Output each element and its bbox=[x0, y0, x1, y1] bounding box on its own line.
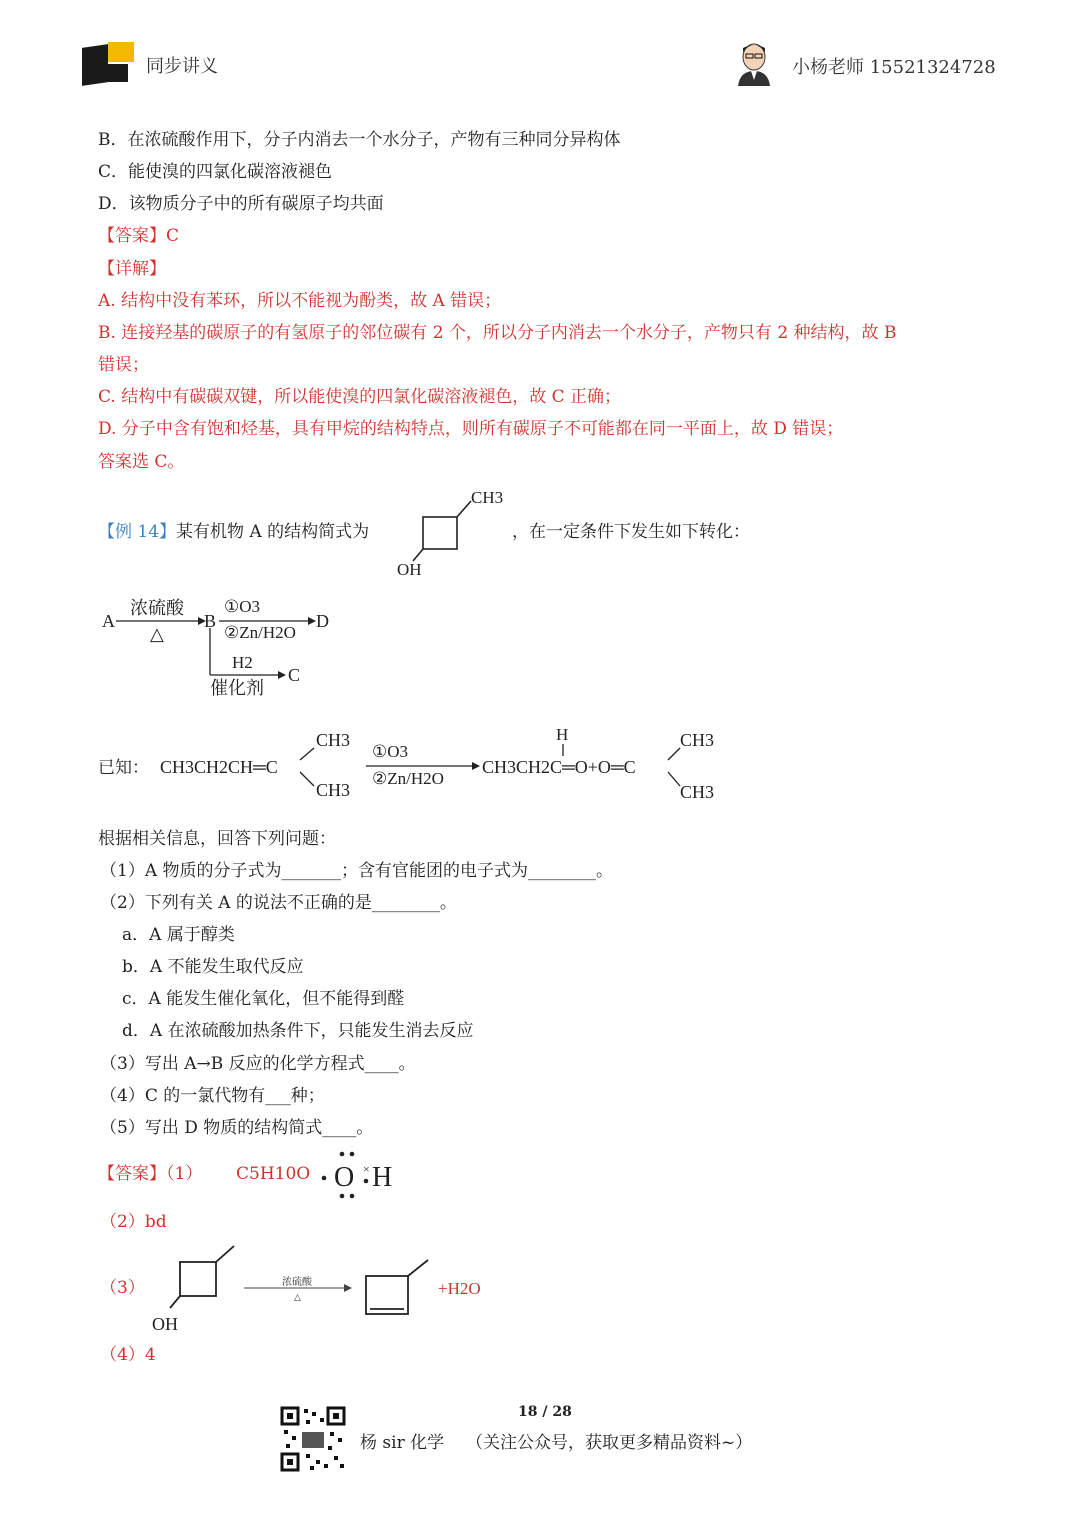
question-5: （5）写出 D 物质的结构简式____。 bbox=[100, 1118, 374, 1138]
detail-line-b: B. 连接羟基的碳原子的有氢原子的邻位碳有 2 个，所以分子内消去一个水分子，产物只有 2 种结构，故 B bbox=[98, 323, 897, 343]
question-2: （2）下列有关 A 的说法不正确的是________。 bbox=[100, 893, 457, 913]
known-product-h: H bbox=[556, 725, 569, 744]
svg-text:O: O bbox=[334, 1162, 355, 1193]
question-2-option-d: d．A 在浓硫酸加热条件下，只能发生消去反应 bbox=[122, 1021, 474, 1041]
structure-a bbox=[395, 485, 515, 580]
reaction-scheme bbox=[96, 588, 356, 700]
scheme-d: D bbox=[316, 611, 329, 631]
detail-label: 【详解】 bbox=[98, 259, 166, 279]
questions-intro: 根据相关信息，回答下列问题： bbox=[98, 829, 336, 849]
svg-text:H: H bbox=[372, 1162, 393, 1193]
example-text-after: ，在一定条件下发生如下转化： bbox=[512, 522, 750, 542]
known-label: 已知： bbox=[98, 758, 149, 777]
scheme-cond2-bottom: ②Zn/H2O bbox=[224, 623, 296, 642]
answer-label: 【答案】C bbox=[98, 226, 180, 246]
footer-note: （关注公众号，获取更多精品资料~） bbox=[466, 1433, 753, 1453]
known-cond-top: ①O3 bbox=[372, 742, 409, 761]
header-title: 同步讲义 bbox=[146, 56, 218, 77]
answer-3-equation bbox=[148, 1242, 508, 1338]
answer-3-label: （3） bbox=[100, 1278, 145, 1298]
answer-3-oh: OH bbox=[152, 1314, 178, 1334]
scheme-cond2-top: ①O3 bbox=[224, 597, 261, 616]
detail-line-c: C. 结构中有碳碳双键，所以能使溴的四氯化碳溶液褪色，故 C 正确； bbox=[98, 387, 622, 407]
example-tag: 【例 14】 bbox=[98, 522, 177, 542]
header-contact: 小杨老师 15521324728 bbox=[792, 57, 996, 78]
known-reactant: CH3CH2CH═C bbox=[160, 757, 278, 777]
header-logo bbox=[80, 42, 136, 88]
footer-page-number: 18 / 28 bbox=[518, 1404, 572, 1420]
option-c: C．能使溴的四氯化碳溶液褪色 bbox=[98, 162, 333, 182]
answer-1-label: 【答案】（1） bbox=[98, 1164, 203, 1184]
question-2-option-a: a．A 属于醇类 bbox=[122, 925, 235, 945]
question-3: （3）写出 A→B 反应的化学方程式____。 bbox=[100, 1054, 416, 1074]
detail-line-a: A. 结构中没有苯环，所以不能视为酚类，故 A 错误； bbox=[98, 291, 502, 311]
footer-brand: 杨 sir 化学 bbox=[360, 1433, 445, 1453]
question-2-option-c: c．A 能发生催化氧化，但不能得到醛 bbox=[122, 989, 405, 1009]
scheme-cond1-bottom: △ bbox=[150, 624, 164, 644]
scheme-cond1-top: 浓硫酸 bbox=[130, 598, 184, 618]
question-2-option-b: b．A 不能发生取代反应 bbox=[122, 957, 304, 977]
scheme-a: A bbox=[102, 611, 115, 631]
answer-1-formula: C5H10O bbox=[236, 1164, 311, 1184]
known-product: CH3CH2C═O+O═C bbox=[482, 757, 636, 777]
question-4: （4）C 的一氯代物有___种； bbox=[100, 1086, 325, 1106]
scheme-cond3-top: H2 bbox=[232, 653, 253, 672]
known-reaction bbox=[96, 722, 736, 814]
option-d: D．该物质分子中的所有碳原子均共面 bbox=[98, 194, 384, 214]
scheme-cond3-bottom: 催化剂 bbox=[210, 678, 264, 698]
scheme-c: C bbox=[288, 665, 301, 685]
known-reactant-ch3-top: CH3 bbox=[316, 730, 351, 750]
known-cond-bottom: ②Zn/H2O bbox=[372, 769, 444, 788]
answer-3-cond-top: 浓硫酸 bbox=[282, 1277, 312, 1288]
structure-a-oh: OH bbox=[397, 560, 422, 579]
scheme-b: B bbox=[204, 611, 217, 631]
footer-qr-code bbox=[280, 1406, 346, 1472]
known-product-ch3-top: CH3 bbox=[680, 730, 715, 750]
known-product-ch3-bottom: CH3 bbox=[680, 782, 715, 802]
detail-line-b-cont: 错误； bbox=[98, 355, 149, 375]
example-text-before: 某有机物 A 的结构简式为 bbox=[176, 522, 370, 542]
detail-line-d: D. 分子中含有饱和烃基，具有甲烷的结构特点，则所有碳原子不可能都在同一平面上，故 D 错误； bbox=[98, 419, 844, 439]
detail-conclusion: 答案选 C。 bbox=[98, 452, 185, 472]
teacher-avatar bbox=[734, 40, 774, 86]
hydroxyl-electron-formula bbox=[316, 1148, 406, 1202]
answer-2: （2）bd bbox=[100, 1212, 167, 1232]
answer-3-water: +H2O bbox=[438, 1279, 481, 1298]
structure-a-ch3: CH3 bbox=[471, 488, 504, 507]
svg-text:×: × bbox=[363, 1162, 370, 1176]
example-intro bbox=[98, 520, 369, 544]
question-1: （1）A 物质的分子式为_______；含有官能团的电子式为________。 bbox=[100, 861, 613, 881]
answer-3-cond-bottom: △ bbox=[294, 1292, 301, 1302]
known-reactant-ch3-bottom: CH3 bbox=[316, 780, 351, 800]
option-b: B．在浓硫酸作用下，分子内消去一个水分子，产物有三种同分异构体 bbox=[98, 130, 621, 150]
answer-4: （4）4 bbox=[100, 1345, 156, 1365]
